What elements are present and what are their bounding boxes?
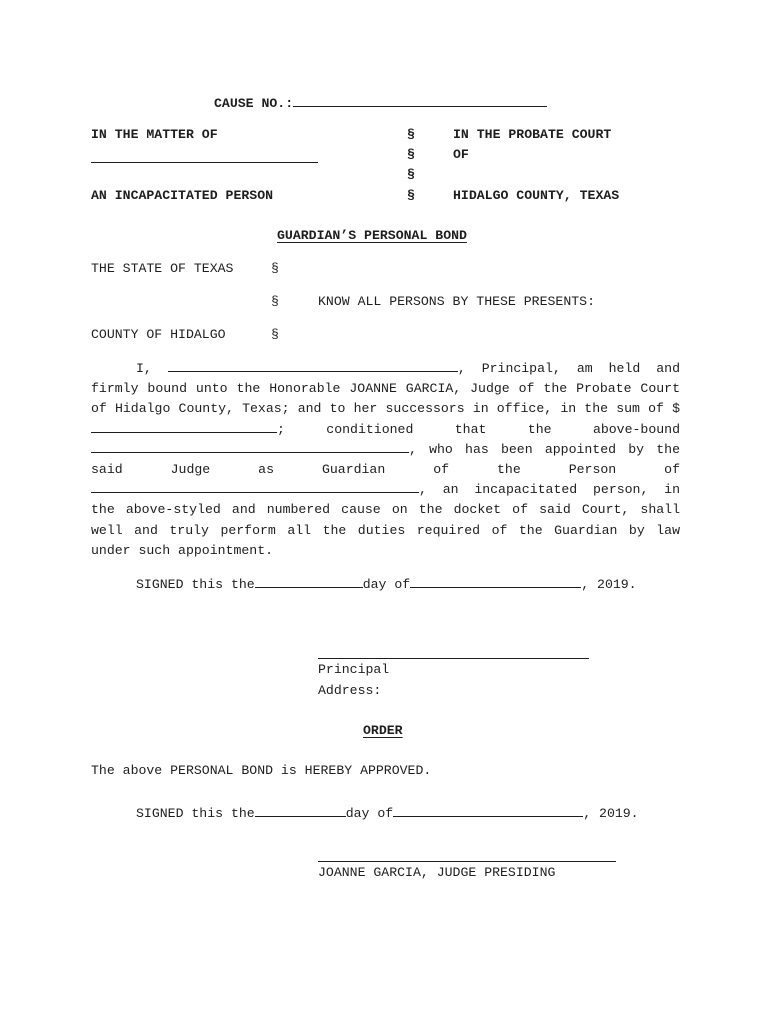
caption-section-mark: § xyxy=(407,127,415,142)
signed-prefix: SIGNED this the xyxy=(136,577,255,592)
judge-label: JOANNE GARCIA, JUDGE PRESIDING xyxy=(318,865,556,880)
cause-number-line xyxy=(214,94,547,112)
body-text: , an incapacitated person, in the above-styled and numbered cause on the docket of said Court, shall well and truly perform all the duties required of the Guardian by law under such appointment. xyxy=(91,482,680,558)
caption-section-mark: § xyxy=(407,167,415,182)
order-heading: ORDER xyxy=(363,723,403,738)
principal-signature-line[interactable] xyxy=(318,658,589,659)
venue-section-mark: § xyxy=(271,294,279,309)
venue-state: THE STATE OF TEXAS xyxy=(91,261,234,276)
order-day-field[interactable] xyxy=(255,804,346,817)
caption-section-mark: § xyxy=(407,188,415,203)
cause-number-label: CAUSE NO.: xyxy=(214,96,294,111)
caption-incapacitated-person: AN INCAPACITATED PERSON xyxy=(91,188,274,203)
signed-line-2 xyxy=(136,804,639,822)
caption-in-the-matter-of: IN THE MATTER OF xyxy=(91,127,218,142)
caption-party-name-field[interactable] xyxy=(91,162,318,163)
venue-county: COUNTY OF HIDALGO xyxy=(91,327,226,342)
body-text: , who has been appointed by the said Judge as Guardian of the Person of xyxy=(91,441,680,478)
judge-signature-line[interactable] xyxy=(318,861,616,862)
signed-prefix: SIGNED this the xyxy=(136,806,255,821)
venue-section-mark: § xyxy=(271,327,279,342)
document-title: GUARDIAN’S PERSONAL BOND xyxy=(277,228,467,243)
ward-name-field[interactable] xyxy=(91,480,419,493)
bond-amount-field[interactable] xyxy=(91,420,277,433)
order-month-field[interactable] xyxy=(393,804,583,817)
body-text: I, xyxy=(136,361,152,376)
principal-address-label: Address: xyxy=(318,683,382,698)
above-bound-name-field[interactable] xyxy=(91,440,409,453)
signed-year: , 2019. xyxy=(581,577,637,592)
body-text: , Principal, am held and firmly bound unto the Honorable JOANNE GARCIA, Judge of the Probate Court of Hidalgo County, Texas; and to her successors in office, in the sum of $ xyxy=(91,361,680,417)
principal-name-field[interactable] xyxy=(168,359,458,372)
signed-day-of: day of xyxy=(345,806,394,821)
venue-section-mark: § xyxy=(271,261,279,276)
caption-of: OF xyxy=(453,147,469,162)
signed-line-1 xyxy=(136,575,637,593)
caption-section-mark: § xyxy=(407,147,415,162)
principal-label: Principal xyxy=(318,662,390,677)
signed-year: , 2019. xyxy=(583,806,639,821)
know-all-persons: KNOW ALL PERSONS BY THESE PRESENTS: xyxy=(318,294,595,309)
signed-month-field[interactable] xyxy=(410,575,581,588)
body-text: ; conditioned that the above-bound xyxy=(277,421,680,437)
bond-body-paragraph xyxy=(91,359,680,561)
caption-probate-court: IN THE PROBATE COURT xyxy=(453,127,612,142)
signed-day-field[interactable] xyxy=(255,575,363,588)
signed-day-of: day of xyxy=(362,577,411,592)
order-text: The above PERSONAL BOND is HEREBY APPROVED. xyxy=(91,763,432,778)
caption-hidalgo-county: HIDALGO COUNTY, TEXAS xyxy=(453,188,620,203)
cause-number-field[interactable] xyxy=(293,94,547,107)
